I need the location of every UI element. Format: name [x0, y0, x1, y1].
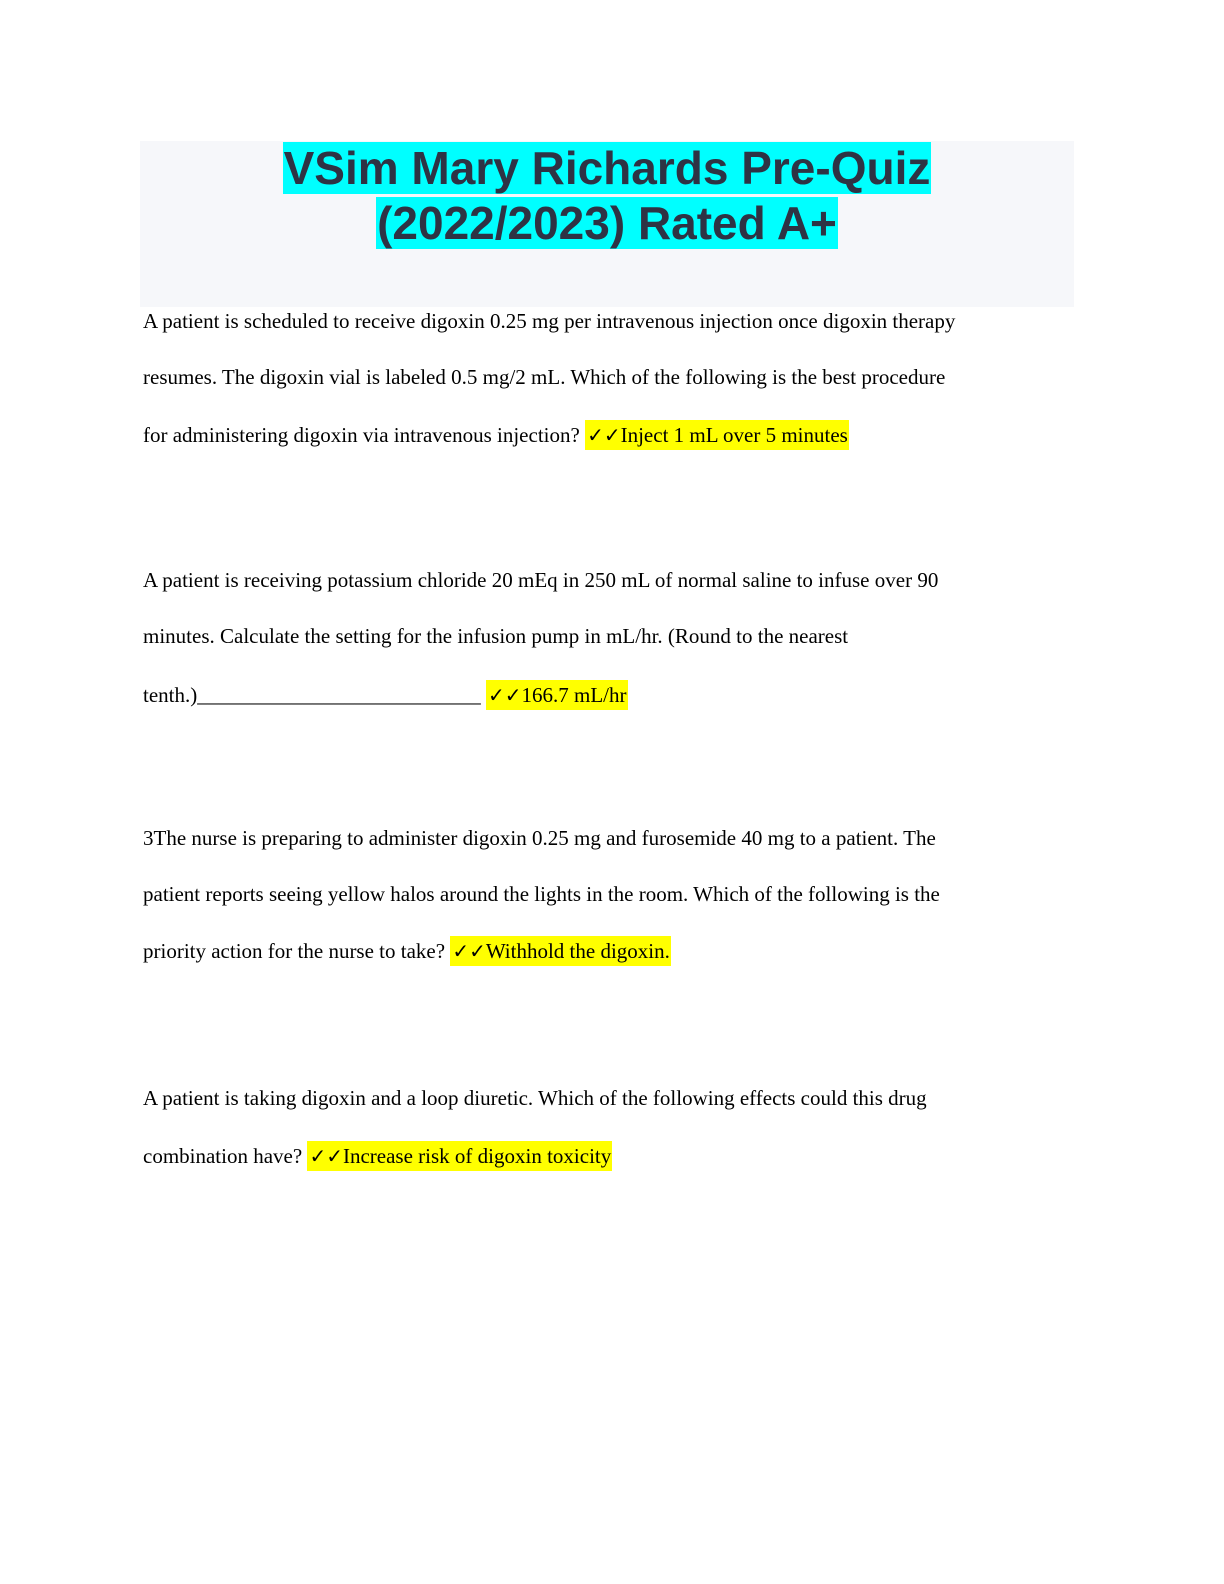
question-line: patient reports seeing yellow halos around the lights in the room. Which of the following is the [143, 882, 940, 906]
page-title [140, 141, 1074, 251]
double-check-icon: ✓✓ [452, 939, 486, 963]
question-line: resumes. The digoxin vial is labeled 0.5 mg/2 mL. Which of the following is the best procedure [143, 365, 946, 389]
answer-text: Increase risk of digoxin toxicity [342, 1144, 612, 1168]
answer-highlight [307, 1141, 612, 1171]
question-line: priority action for the nurse to take? ✓✓Withhold the digoxin. [143, 938, 1078, 994]
answer-highlight [486, 680, 628, 710]
question-line: 3The nurse is preparing to administer digoxin 0.25 mg and furosemide 40 mg to a patient. The [143, 826, 936, 850]
question-line: tenth.)___________________________ ✓✓166.7 mL/hr [143, 680, 1078, 736]
question-2 [143, 568, 1078, 736]
question-line: A patient is taking digoxin and a loop diuretic. Which of the following effects could this drug [143, 1086, 927, 1110]
answer-highlight [585, 420, 849, 450]
double-check-icon: ✓✓ [487, 683, 522, 707]
double-check-icon: ✓✓ [587, 423, 621, 447]
answer-text: 166.7 mL/hr [521, 683, 627, 707]
question-line: minutes. Calculate the setting for the infusion pump in mL/hr. (Round to the nearest [143, 624, 849, 648]
answer-text: Inject 1 mL over 5 minutes [620, 423, 848, 447]
question-line: A patient is receiving potassium chloride 20 mEq in 250 mL of normal saline to infuse over 90 [143, 568, 939, 592]
answer-highlight [450, 936, 671, 966]
question-4 [143, 1086, 1078, 1198]
question-1 [143, 309, 1078, 479]
question-3 [143, 826, 1078, 994]
question-line: A patient is scheduled to receive digoxin 0.25 mg per intravenous injection once digoxin therapy [143, 309, 956, 333]
double-check-icon: ✓✓ [309, 1144, 343, 1168]
question-line: combination have? ✓✓Increase risk of digoxin toxicity [143, 1142, 1078, 1198]
question-line: for administering digoxin via intravenous injection? ✓✓Inject 1 mL over 5 minutes [143, 421, 1078, 479]
title-line-1: VSim Mary Richards Pre-Quiz [283, 142, 931, 194]
answer-text: Withhold the digoxin. [485, 939, 670, 963]
title-line-2: (2022/2023) Rated A+ [377, 197, 837, 249]
